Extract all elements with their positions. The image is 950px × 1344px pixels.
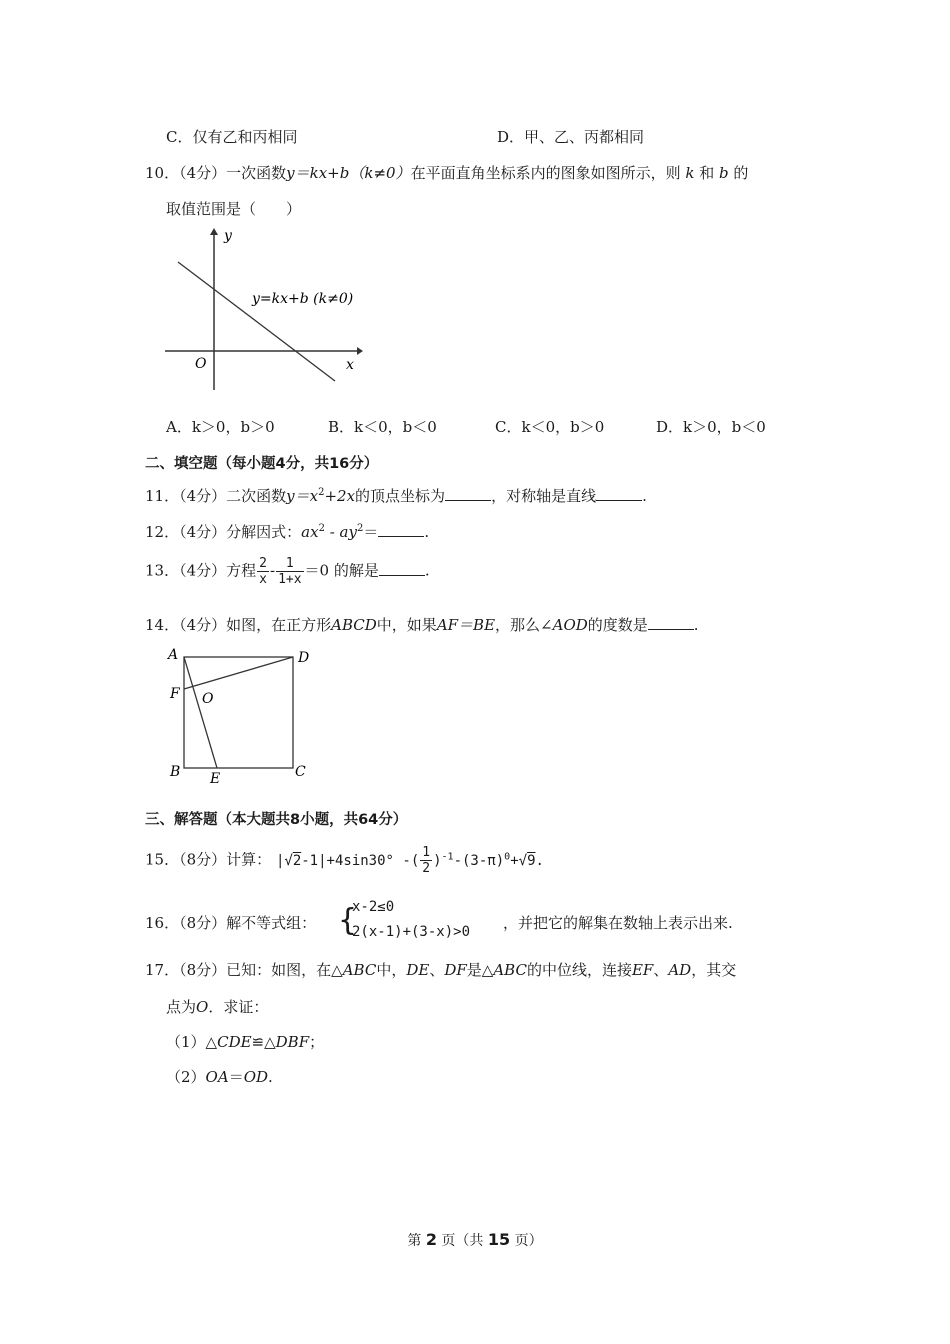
q14-end: . [693,616,699,634]
q16 [145,912,316,933]
q16-text-a: 解不等式组： [226,914,317,932]
section-3-heading: 三、解答题（本大题共8小题，共64分） [145,812,408,828]
q11-expr-rest: +2x [324,487,356,505]
q10-graph-label: y=kx+b (k≠0) [252,291,354,307]
q17-subquestion-1: （1）△CDE≌△DBF； [166,1033,325,1051]
q10-axis-x-label: x [346,357,354,373]
q13-end: . [424,561,430,580]
q10-y-arrow [210,228,218,235]
q12-number: 12． [145,523,180,541]
section-2-heading: 二、填空题（每小题4分，共16分） [145,456,379,472]
q10-option-d: D．k＞0，b＜0 [656,418,766,436]
q10-option-b: B．k＜0，b＜0 [328,418,437,436]
q16-score: （8分） [179,914,227,932]
q12-term-2: - ay [324,523,357,541]
q13-fraction-2: $\frac{1}{1+x}$ [278,556,302,587]
q10-x-arrow [357,347,363,355]
q10-stem-line2: 取值范围是（ ） [166,200,302,218]
q14-text-c: ，那么∠ [495,616,553,634]
q15-text: 计算： [226,850,272,869]
q11-text-b: 的顶点坐标为 [355,487,446,505]
q15-sqrt-2: 2 [292,852,302,869]
q14-score: （4分） [179,616,227,634]
q13-fraction-1: $\frac{2}{x}$ [259,556,267,587]
q10-b: b [719,164,729,182]
q14-text-b: 中，如果 [376,616,437,634]
q14-af-be: AF＝BE [436,616,496,634]
q13-minus: - [269,561,276,580]
q14-label-e: E [210,771,221,787]
q12-term-1: ax [301,523,319,541]
q15 [145,845,544,876]
q14-square-figure [160,645,320,790]
q10-stem [145,162,748,183]
q16-inequality-2: 2(x-1)+(3-x)>0 [352,924,471,940]
q11-number: 11． [145,487,180,505]
q10-de: 的 [733,164,749,182]
page-footer: 第 2 页（共 15 页） [407,1230,543,1249]
q12 [145,521,429,542]
q13-text-a: 方程 [226,561,257,580]
q13-blank[interactable] [379,561,425,576]
q14-segment-ae [184,657,217,768]
q15-sqrt-9: 9 [527,852,536,869]
q12-exp-1: 2 [318,523,325,534]
q14-label-d: D [298,650,310,666]
q14-label-f: F [170,686,180,702]
q17-subquestion-2: （2）OA＝OD. [166,1068,273,1086]
q10-k: k [685,164,695,182]
q11-blank-1[interactable] [445,486,491,501]
q9-option-c: C．仅有乙和丙相同 [166,128,298,146]
q12-equals: ＝ [363,523,379,541]
q14-label-a: A [168,647,179,663]
q14-blank[interactable] [648,615,694,630]
q10-number: 10． [145,164,180,182]
q10-linear-graph [160,225,365,395]
q16-number: 16． [145,914,180,932]
q13-number: 13． [145,561,180,580]
q11-exponent: 2 [318,487,325,498]
q12-text: 分解因式： [226,523,302,541]
q11-expr: y＝x [286,487,319,505]
q10-axis-y-label: y [224,228,232,244]
q14 [145,614,699,635]
q16-brace: { [338,903,358,938]
q12-exp-2: 2 [356,523,364,534]
q14-number: 14． [145,616,180,634]
q14-label-c: C [295,764,306,780]
q11-blank-2[interactable] [596,486,642,501]
q10-text-a: 一次函数 [226,164,287,182]
q13-score: （4分） [179,561,227,580]
q15-fraction: $\frac{1}{2}$ [422,845,431,876]
q16-text-b: ，并把它的解集在数轴上表示出来. [503,914,733,932]
q12-end: . [424,523,430,541]
q15-number: 15． [145,850,180,869]
q10-origin-label: O [195,356,207,372]
q10-score: （4分） [179,164,227,182]
q11-end: . [642,487,647,505]
q14-text-a: 如图，在正方形 [226,616,332,634]
q10-text-b: 在平面直角坐标系内的图象如图所示，则 [410,164,681,182]
page-number: 2 [425,1230,437,1249]
q12-blank[interactable] [378,522,424,537]
q10-option-a: A．k＞0，b＞0 [166,418,275,436]
q10-expr: y＝kx+b（k≠0） [286,164,411,182]
q16-inequality-1: x-2≤0 [352,899,395,915]
q11-text-c: ，对称轴是直线 [491,487,597,505]
q17-number: 17． [145,961,180,979]
q14-text-d: 的度数是 [587,616,648,634]
q15-score: （8分） [179,850,227,869]
q10-option-c: C．k＜0，b＞0 [495,418,605,436]
q17-stem: 17．（8分）已知：如图，在△ABC中，DE、DF是△ABC的中位线，连接EF、AD，其交 [145,961,737,979]
q15-expression: |√2-1|+4sin30° -( $\frac{1}{2}$ )$^{-1}-(3-\pi)^0+√9$. [275,845,544,876]
q17-stem-line2: 点为O．求证： [166,998,269,1016]
q14-aod: AOD [552,616,588,634]
q11-text-a: 二次函数 [226,487,287,505]
q14-label-b: B [170,764,181,780]
q11 [145,485,647,506]
page-total: 15 [487,1230,511,1249]
q13 [145,556,430,587]
q11-score: （4分） [179,487,227,505]
q13-text-b: ＝0 的解是 [304,561,379,580]
q14-segment-fd [184,657,293,689]
q10-and: 和 [699,164,715,182]
q12-score: （4分） [179,523,227,541]
q9-option-d: D．甲、乙、丙都相同 [497,128,645,146]
q14-abcd: ABCD [331,616,377,634]
q17-score: （8分） [179,961,227,979]
q14-label-o: O [202,691,214,707]
